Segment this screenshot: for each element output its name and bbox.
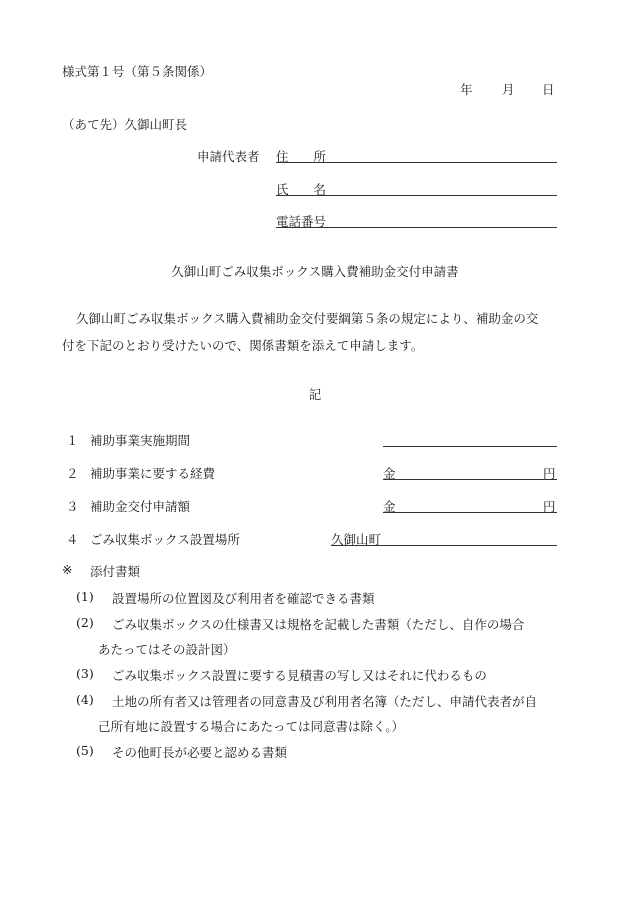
note-mark: ※ — [62, 562, 73, 577]
attachment-number: (2) — [76, 615, 94, 630]
item-number: １ — [66, 433, 79, 448]
location-prefix: 久御山町 — [331, 532, 382, 547]
attachment-text: その他町長が必要と認める書類 — [112, 745, 288, 760]
addressee: （あて先）久御山町長 — [62, 117, 188, 132]
applicant-label: 申請代表者 — [197, 149, 260, 164]
yen-suffix: 円 — [543, 499, 556, 514]
requested-amount-field[interactable] — [383, 512, 557, 513]
yen-suffix: 円 — [543, 466, 556, 481]
attachment-text: 設置場所の位置図及び利用者を確認できる書類 — [112, 591, 375, 606]
installation-location-field[interactable] — [331, 545, 557, 546]
attachment-number: (4) — [76, 692, 94, 707]
yen-prefix: 金 — [383, 499, 396, 514]
ki-heading: 記 — [308, 387, 322, 402]
address-field[interactable] — [276, 162, 557, 163]
name-label: 氏 名 — [276, 182, 327, 197]
attachment-text-continued: 己所有地に設置する場合にあたっては同意書は除く。） — [98, 719, 405, 734]
item-number: ４ — [66, 532, 79, 547]
attachment-text: ごみ収集ボックス設置に要する見積書の写し又はそれに代わるもの — [112, 668, 487, 683]
body-line-1: 久御山町ごみ収集ボックス購入費補助金交付要綱第５条の規定により、補助金の交 — [76, 311, 539, 326]
attachment-text: ごみ収集ボックスの仕様書又は規格を記載した書類（ただし、自作の場合 — [112, 617, 525, 632]
document-title: 久御山町ごみ収集ボックス購入費補助金交付申請書 — [171, 264, 459, 279]
body-line-2: 付を下記のとおり受けたいので、関係書類を添えて申請します。 — [62, 338, 424, 353]
item-label: 補助金交付申請額 — [90, 499, 191, 514]
project-cost-field[interactable] — [383, 479, 557, 480]
attachment-number: (3) — [76, 666, 94, 681]
item-number: ３ — [66, 499, 79, 514]
phone-field[interactable] — [276, 227, 557, 228]
date-year-label: 年 — [460, 82, 473, 97]
date-day-label: 日 — [542, 82, 555, 97]
date-month-label: 月 — [502, 82, 515, 97]
attachment-text: 土地の所有者又は管理者の同意書及び利用者名簿（ただし、申請代表者が自 — [112, 694, 538, 709]
attachments-heading: 添付書類 — [90, 564, 141, 579]
address-label: 住 所 — [276, 149, 327, 164]
name-field[interactable] — [276, 195, 557, 196]
attachment-number: (1) — [76, 589, 94, 604]
yen-prefix: 金 — [383, 466, 396, 481]
form-number: 様式第１号（第５条関係） — [62, 64, 213, 79]
item-number: ２ — [66, 466, 79, 481]
implementation-period-field[interactable] — [383, 446, 557, 447]
phone-label: 電話番号 — [276, 214, 327, 229]
attachment-text-continued: あたってはその設計図） — [98, 642, 236, 657]
attachment-number: (5) — [76, 743, 94, 758]
item-label: 補助事業に要する経費 — [90, 466, 216, 481]
item-label: ごみ収集ボックス設置場所 — [90, 532, 240, 547]
item-label: 補助事業実施期間 — [90, 433, 191, 448]
